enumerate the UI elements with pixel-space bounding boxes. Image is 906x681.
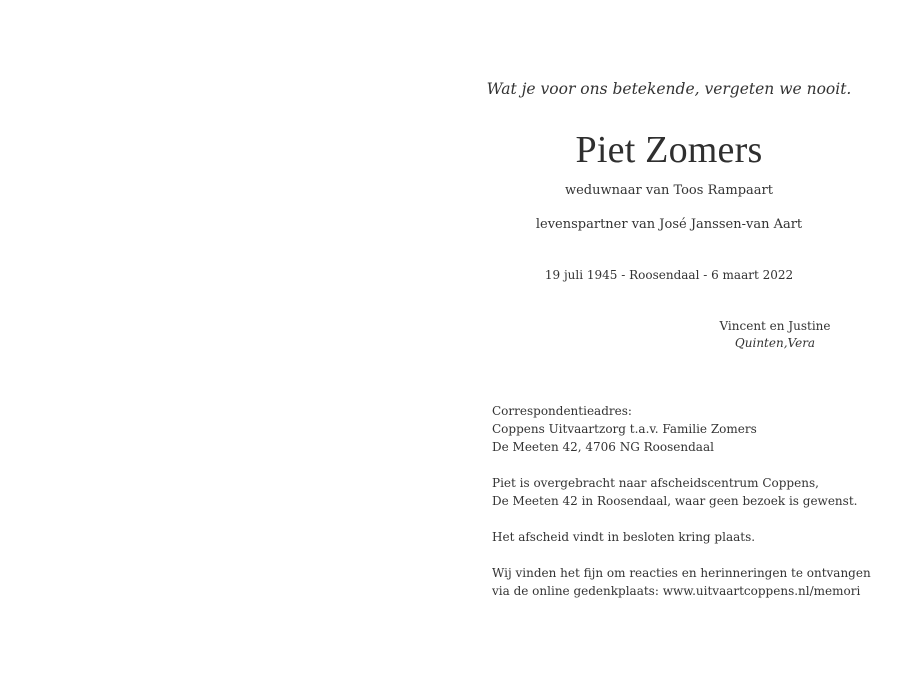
partner-line: levenspartner van José Janssen-van Aart — [535, 217, 803, 232]
transfer-line-1: Piet is overgebracht naar afscheidscentrum Coppens, — [492, 476, 819, 490]
correspondence-line-2: De Meeten 42, 4706 NG Roosendaal — [492, 440, 714, 454]
widower-line: weduwnaar van Toos Rampaart — [564, 183, 773, 198]
correspondence-line-1: Coppens Uitvaartzorg t.a.v. Familie Zomers — [492, 422, 757, 436]
motto-text: Wat je voor ons betekende, vergeten we nooit. — [486, 80, 852, 98]
deceased-name: Piet Zomers — [575, 129, 763, 171]
farewell-block — [492, 528, 852, 546]
correspondence-heading: Correspondentieadres: — [492, 404, 632, 418]
children-names: Vincent en Justine — [719, 319, 831, 333]
transfer-line-2: De Meeten 42 in Roosendaal, waar geen bezoek is gewenst. — [492, 494, 858, 508]
grandchildren-names: Quinten,Vera — [734, 336, 816, 350]
online-line-1: Wij vinden het fijn om reacties en herinneringen te ontvangen — [492, 566, 871, 580]
farewell-text: Het afscheid vindt in besloten kring plaats. — [492, 530, 756, 544]
correspondence-block — [492, 402, 852, 456]
online-block — [492, 564, 871, 600]
family-block — [700, 318, 850, 352]
transfer-block — [492, 474, 858, 510]
online-line-2: via de online gedenkplaats: www.uitvaartcoppens.nl/memori — [492, 584, 861, 598]
life-dates: 19 juli 1945 - Roosendaal - 6 maart 2022 — [544, 268, 794, 282]
